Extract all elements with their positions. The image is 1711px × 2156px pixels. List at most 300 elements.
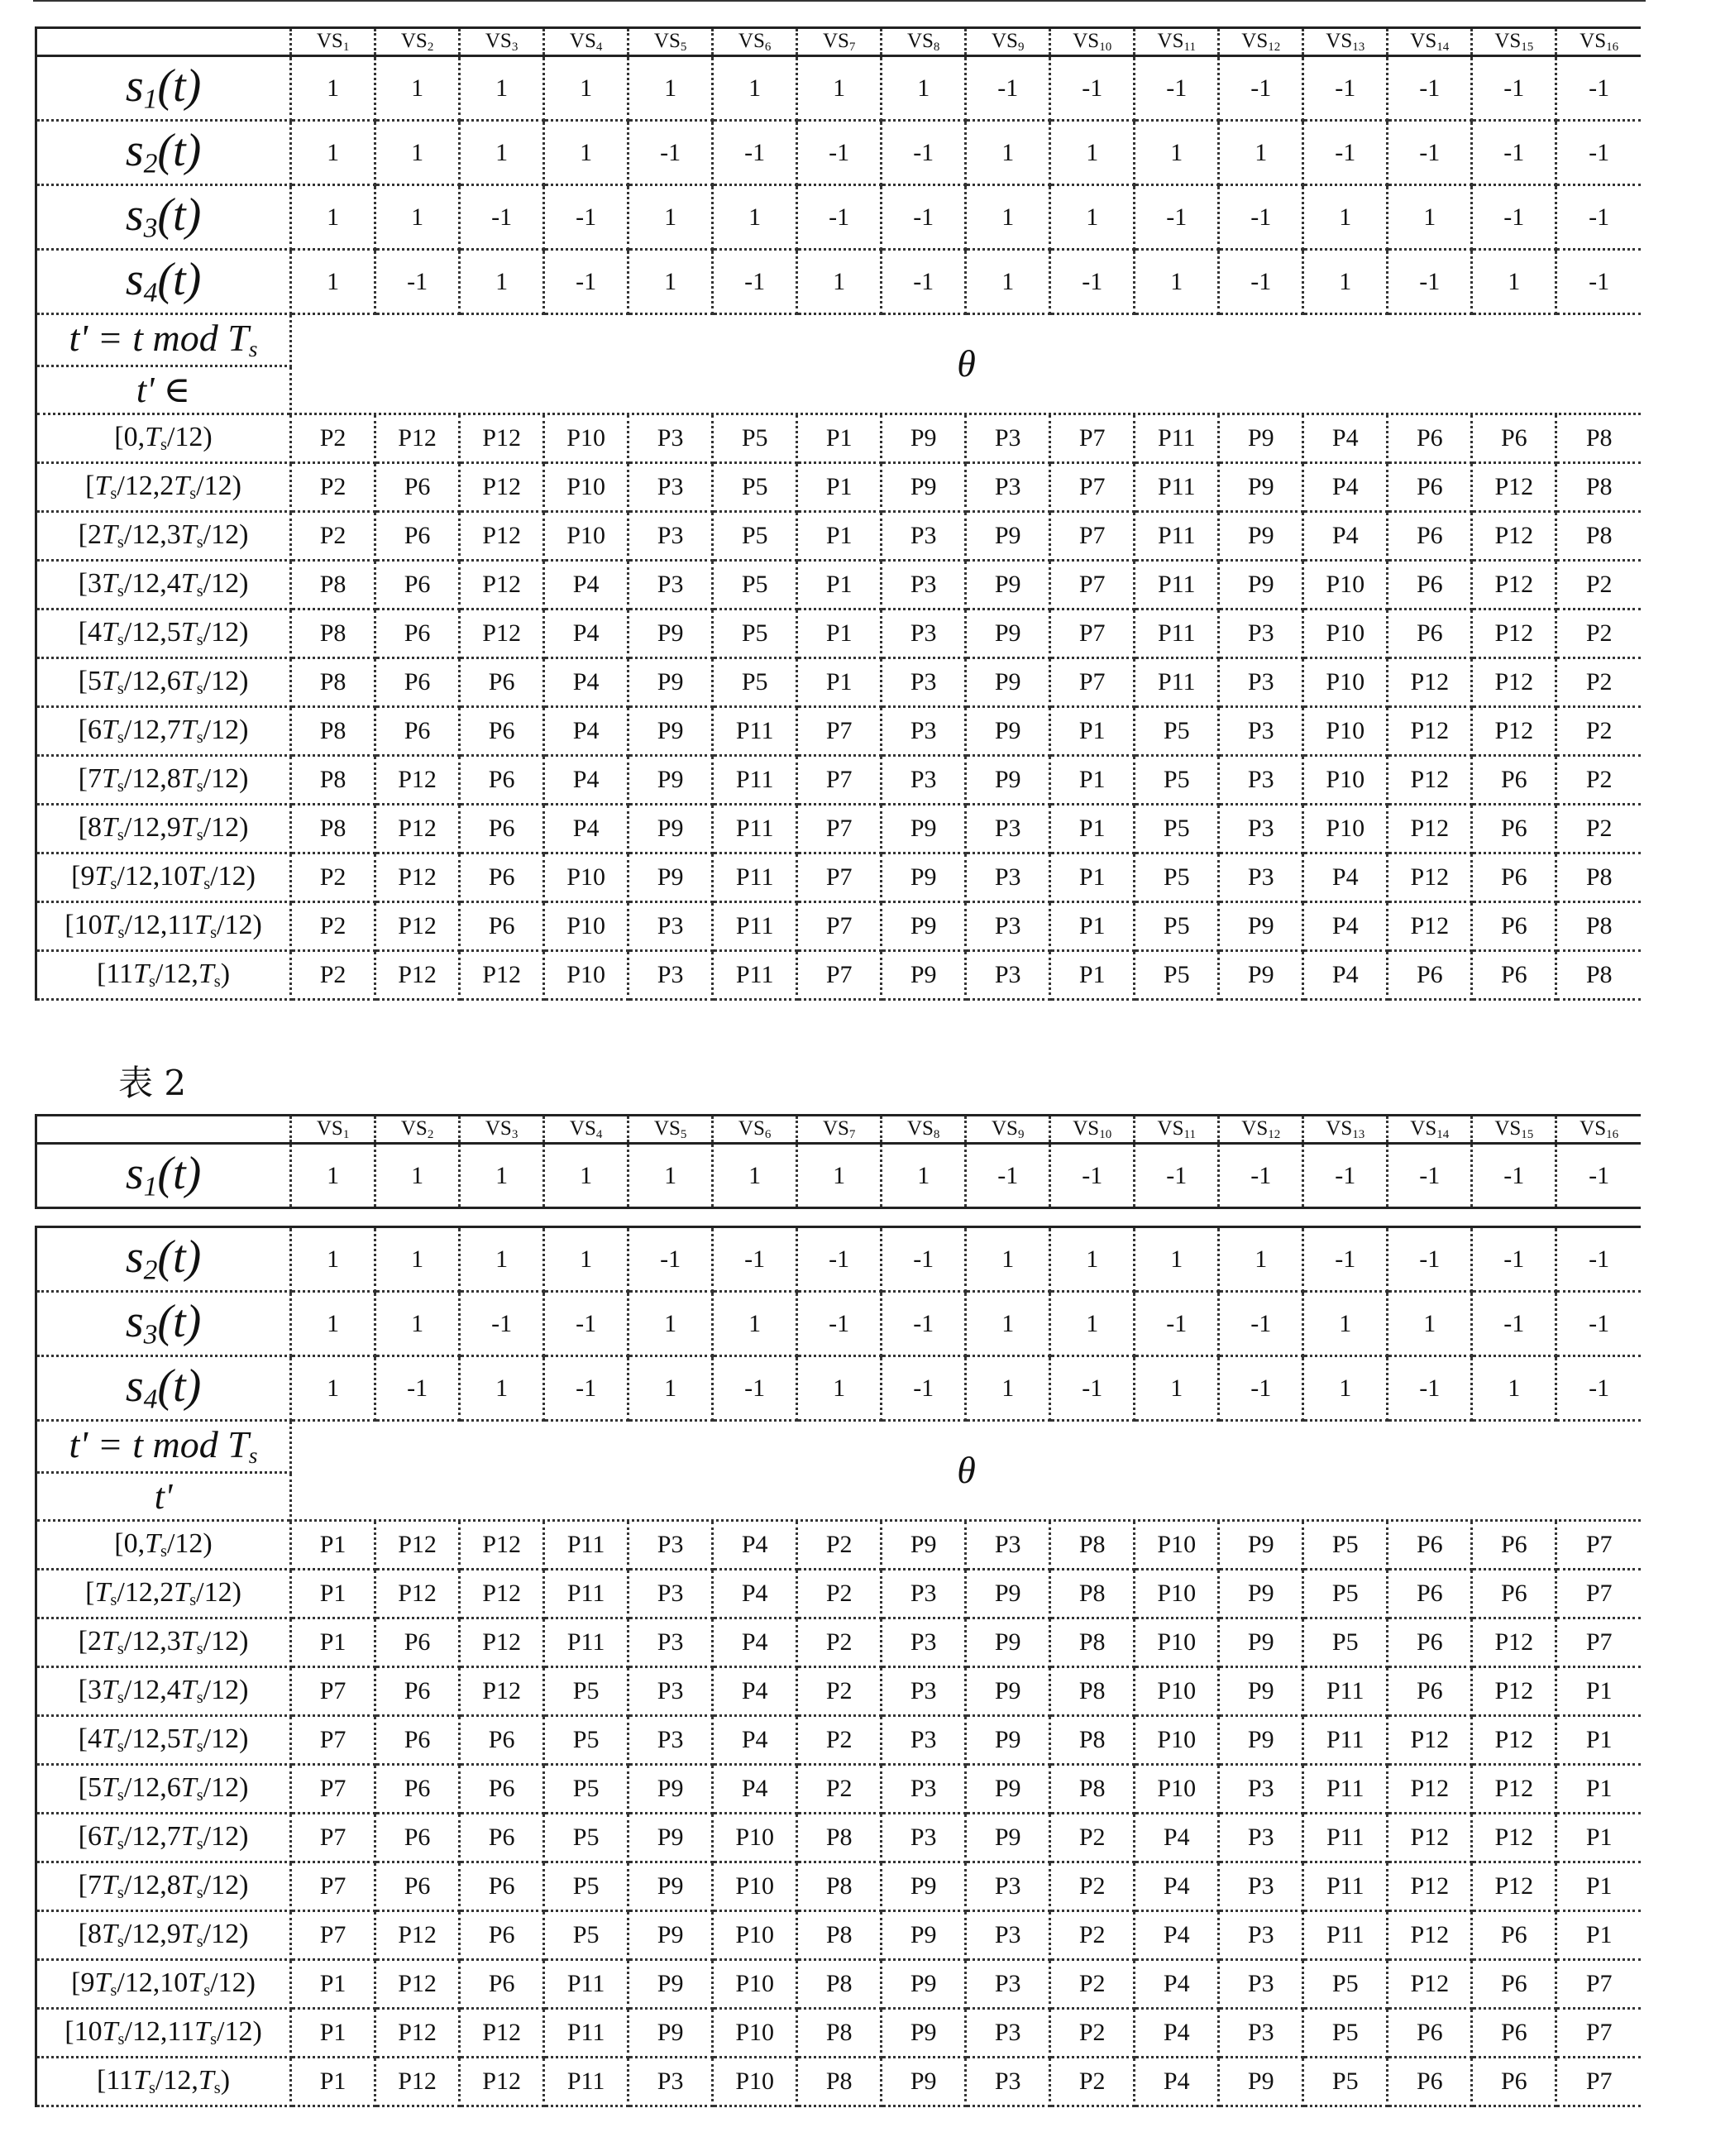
table-cell: P4 bbox=[713, 1716, 797, 1765]
table-cell: P12 bbox=[460, 1667, 544, 1716]
tprime-label: t' ∈ bbox=[36, 366, 291, 414]
table-cell: -1 bbox=[1219, 56, 1303, 121]
table-cell: P2 bbox=[1556, 658, 1641, 707]
table-cell: 1 bbox=[460, 1356, 544, 1421]
table-row bbox=[36, 1570, 1642, 1618]
table-cell: 1 bbox=[291, 1356, 375, 1421]
table-cell: P9 bbox=[1219, 463, 1303, 512]
table-cell: P3 bbox=[628, 561, 713, 610]
table-cell: P1 bbox=[291, 1521, 375, 1570]
table-cell: 1 bbox=[713, 185, 797, 250]
table-cell: P3 bbox=[1219, 1765, 1303, 1814]
table-cell: P6 bbox=[1472, 1570, 1556, 1618]
table-cell: -1 bbox=[1050, 56, 1135, 121]
table-cell: 1 bbox=[544, 121, 628, 185]
table-cell: P5 bbox=[544, 1765, 628, 1814]
table-cell: -1 bbox=[1472, 56, 1556, 121]
table-cell: P12 bbox=[1388, 1765, 1472, 1814]
table-cell: P6 bbox=[1388, 2009, 1472, 2058]
table-cell: P8 bbox=[797, 1862, 882, 1911]
column-header: $VS_2$ bbox=[375, 1116, 460, 1144]
table-cell: -1 bbox=[882, 1356, 966, 1421]
column-header: $VS_3$ bbox=[460, 1116, 544, 1144]
table-cell: P6 bbox=[375, 1765, 460, 1814]
table-cell: -1 bbox=[460, 185, 544, 250]
table-cell: -1 bbox=[1219, 1292, 1303, 1356]
interval-label: $[0,T_s/12)$ bbox=[36, 1521, 291, 1570]
table-cell: P11 bbox=[713, 805, 797, 853]
table-cell: -1 bbox=[1219, 1356, 1303, 1421]
table-cell: P10 bbox=[1135, 1765, 1219, 1814]
table-cell: P11 bbox=[1135, 463, 1219, 512]
table-cell: P8 bbox=[291, 658, 375, 707]
table-cell: P3 bbox=[882, 1667, 966, 1716]
table-cell: P11 bbox=[1135, 414, 1219, 463]
table-cell: P7 bbox=[291, 1765, 375, 1814]
table-cell: P6 bbox=[1472, 1911, 1556, 1960]
column-header: $VS_8$ bbox=[882, 28, 966, 56]
table-cell: P4 bbox=[1135, 2058, 1219, 2106]
header-corner bbox=[36, 1116, 291, 1144]
table-cell: P5 bbox=[1135, 951, 1219, 1000]
table-cell: -1 bbox=[1472, 1144, 1556, 1208]
table-cell: -1 bbox=[966, 1144, 1050, 1208]
table-cell: P9 bbox=[628, 853, 713, 902]
interval-label: $[9T_s/12,10T_s/12)$ bbox=[36, 1960, 291, 2009]
table-cell: P10 bbox=[1303, 561, 1388, 610]
interval-label: $[T_s/12,2T_s/12)$ bbox=[36, 1570, 291, 1618]
table-cell: P9 bbox=[966, 561, 1050, 610]
table-cell: P9 bbox=[882, 414, 966, 463]
table-cell: P6 bbox=[375, 707, 460, 756]
table-cell: P9 bbox=[1219, 902, 1303, 951]
table-cell: -1 bbox=[1472, 185, 1556, 250]
table-cell: P3 bbox=[1219, 1862, 1303, 1911]
table-cell: P3 bbox=[628, 1667, 713, 1716]
table-cell: P2 bbox=[1050, 1862, 1135, 1911]
table-cell: 1 bbox=[797, 1144, 882, 1208]
table-cell: P6 bbox=[460, 1716, 544, 1765]
table-cell: -1 bbox=[882, 250, 966, 314]
table-cell: P3 bbox=[966, 902, 1050, 951]
table-cell: P6 bbox=[460, 805, 544, 853]
table-cell: P10 bbox=[1135, 1521, 1219, 1570]
table-cell: P10 bbox=[1303, 658, 1388, 707]
table-cell: P2 bbox=[797, 1521, 882, 1570]
column-header: $VS_1$ bbox=[291, 28, 375, 56]
column-header: $VS_5$ bbox=[628, 1116, 713, 1144]
table-cell: P3 bbox=[628, 414, 713, 463]
column-header: $VS_1$ bbox=[291, 1116, 375, 1144]
table-cell: -1 bbox=[1219, 1144, 1303, 1208]
table-cell: P6 bbox=[1472, 1521, 1556, 1570]
table-cell: P9 bbox=[628, 1911, 713, 1960]
table-cell: P1 bbox=[1556, 1814, 1641, 1862]
table-cell: -1 bbox=[1472, 1227, 1556, 1292]
table-cell: P2 bbox=[797, 1716, 882, 1765]
table-cell: P9 bbox=[1219, 1618, 1303, 1667]
table-cell: P6 bbox=[1472, 805, 1556, 853]
table-cell: P12 bbox=[1472, 1862, 1556, 1911]
table-cell: P6 bbox=[375, 658, 460, 707]
table-cell: P1 bbox=[797, 414, 882, 463]
table-cell: P9 bbox=[628, 805, 713, 853]
table-cell: P2 bbox=[1556, 756, 1641, 805]
table-cell: P10 bbox=[1303, 756, 1388, 805]
table-cell: P1 bbox=[797, 658, 882, 707]
table-cell: P4 bbox=[713, 1765, 797, 1814]
table-cell: -1 bbox=[882, 1227, 966, 1292]
table-cell: -1 bbox=[628, 1227, 713, 1292]
table-cell: P9 bbox=[628, 610, 713, 658]
table-cell: P11 bbox=[544, 1570, 628, 1618]
table-cell: P8 bbox=[1556, 951, 1641, 1000]
table-cell: P6 bbox=[460, 1765, 544, 1814]
table-cell: P6 bbox=[1388, 2058, 1472, 2106]
table-cell: P8 bbox=[797, 2058, 882, 2106]
column-header: $VS_{13}$ bbox=[1303, 1116, 1388, 1144]
table-cell: P12 bbox=[1472, 1814, 1556, 1862]
table-cell: P5 bbox=[1135, 707, 1219, 756]
table-cell: -1 bbox=[1472, 121, 1556, 185]
row-label: $s_1(t)$ bbox=[36, 1144, 291, 1208]
tprime-label: t' bbox=[36, 1473, 291, 1521]
theta-header: θ bbox=[291, 1421, 1641, 1521]
table-cell: 1 bbox=[797, 56, 882, 121]
row-label: $s_1(t)$ bbox=[36, 56, 291, 121]
interval-label: $[9T_s/12,10T_s/12)$ bbox=[36, 853, 291, 902]
table-cell: 1 bbox=[1135, 121, 1219, 185]
table-cell: P4 bbox=[544, 707, 628, 756]
table-cell: 1 bbox=[966, 185, 1050, 250]
row-label: $s_4(t)$ bbox=[36, 1356, 291, 1421]
table-row bbox=[36, 185, 1642, 250]
table-cell: P1 bbox=[291, 1570, 375, 1618]
table-cell: P3 bbox=[882, 1716, 966, 1765]
table-cell: P6 bbox=[460, 707, 544, 756]
table-cell: P10 bbox=[1135, 1570, 1219, 1618]
interval-label: $[2T_s/12,3T_s/12)$ bbox=[36, 512, 291, 561]
table-cell: P3 bbox=[882, 561, 966, 610]
header-corner bbox=[36, 28, 291, 56]
table-cell: 1 bbox=[291, 250, 375, 314]
table-cell: 1 bbox=[713, 1292, 797, 1356]
table-row bbox=[36, 1227, 1642, 1292]
table-cell: P10 bbox=[1303, 610, 1388, 658]
column-header: $VS_{10}$ bbox=[1050, 1116, 1135, 1144]
table-cell: -1 bbox=[1135, 185, 1219, 250]
table-cell: P3 bbox=[628, 463, 713, 512]
column-header: $VS_7$ bbox=[797, 28, 882, 56]
table-cell: P8 bbox=[797, 1814, 882, 1862]
table-cell: P6 bbox=[460, 756, 544, 805]
table-cell: P4 bbox=[1135, 1862, 1219, 1911]
table-cell: P10 bbox=[713, 2058, 797, 2106]
table-cell: P1 bbox=[291, 1618, 375, 1667]
table-cell: P6 bbox=[1388, 1667, 1472, 1716]
table-cell: 1 bbox=[1388, 185, 1472, 250]
table-cell: P12 bbox=[1472, 658, 1556, 707]
table-cell: 1 bbox=[1050, 1227, 1135, 1292]
table-cell: P5 bbox=[1135, 902, 1219, 951]
table-cell: P3 bbox=[628, 951, 713, 1000]
table-cell: -1 bbox=[1388, 56, 1472, 121]
table-cell: 1 bbox=[1472, 250, 1556, 314]
table-cell: P6 bbox=[375, 512, 460, 561]
table-cell: P12 bbox=[375, 1911, 460, 1960]
table-cell: -1 bbox=[544, 250, 628, 314]
column-header: $VS_{16}$ bbox=[1556, 28, 1641, 56]
table-cell: P12 bbox=[1472, 1716, 1556, 1765]
table-cell: P12 bbox=[460, 1570, 544, 1618]
table-cell: P3 bbox=[966, 414, 1050, 463]
table-cell: P6 bbox=[1388, 561, 1472, 610]
table-cell: 1 bbox=[1050, 1292, 1135, 1356]
table-row bbox=[36, 463, 1642, 512]
table-cell: P8 bbox=[1050, 1667, 1135, 1716]
table-cell: P6 bbox=[1388, 1521, 1472, 1570]
table-cell: -1 bbox=[1472, 1292, 1556, 1356]
table-cell: P9 bbox=[628, 2009, 713, 2058]
table-cell: -1 bbox=[1388, 1356, 1472, 1421]
column-header: $VS_{15}$ bbox=[1472, 28, 1556, 56]
table-cell: 1 bbox=[375, 185, 460, 250]
table-cell: P10 bbox=[713, 1911, 797, 1960]
table-cell: -1 bbox=[1219, 185, 1303, 250]
table-cell: P4 bbox=[713, 1521, 797, 1570]
table-cell: -1 bbox=[544, 185, 628, 250]
table-row bbox=[36, 2058, 1642, 2106]
column-header: $VS_2$ bbox=[375, 28, 460, 56]
table-cell: P6 bbox=[1472, 902, 1556, 951]
table-cell: P3 bbox=[1219, 853, 1303, 902]
table-cell: P1 bbox=[291, 2009, 375, 2058]
column-header: $VS_6$ bbox=[713, 1116, 797, 1144]
table-cell: P12 bbox=[375, 2009, 460, 2058]
table-cell: 1 bbox=[797, 1356, 882, 1421]
table-cell: P3 bbox=[882, 1618, 966, 1667]
column-header: $VS_{10}$ bbox=[1050, 28, 1135, 56]
table-cell: P12 bbox=[1472, 561, 1556, 610]
table-cell: P9 bbox=[882, 1862, 966, 1911]
table-cell: P12 bbox=[1388, 853, 1472, 902]
table-cell: P7 bbox=[1556, 2058, 1641, 2106]
table-cell: P4 bbox=[544, 610, 628, 658]
table-cell: P8 bbox=[1050, 1765, 1135, 1814]
table-cell: 1 bbox=[713, 56, 797, 121]
table-cell: P3 bbox=[966, 1911, 1050, 1960]
column-header: $VS_{14}$ bbox=[1388, 1116, 1472, 1144]
table-cell: P9 bbox=[1219, 414, 1303, 463]
table-cell: P6 bbox=[375, 1667, 460, 1716]
table-cell: P3 bbox=[628, 1521, 713, 1570]
table-cell: -1 bbox=[1388, 1227, 1472, 1292]
table-cell: P5 bbox=[1303, 1618, 1388, 1667]
table-cell: P3 bbox=[1219, 1911, 1303, 1960]
table-cell: 1 bbox=[628, 250, 713, 314]
table-cell: 1 bbox=[291, 1292, 375, 1356]
mod-label: t' = t mod $T_s$ bbox=[36, 314, 291, 366]
table-cell: P3 bbox=[882, 707, 966, 756]
table-cell: P9 bbox=[1219, 2058, 1303, 2106]
top-rule bbox=[33, 0, 1646, 2]
table-cell: P10 bbox=[1135, 1716, 1219, 1765]
table-cell: P7 bbox=[797, 707, 882, 756]
table-row bbox=[36, 707, 1642, 756]
column-header: $VS_{13}$ bbox=[1303, 28, 1388, 56]
table-cell: P7 bbox=[291, 1716, 375, 1765]
table-cell: P3 bbox=[1219, 756, 1303, 805]
table-cell: P2 bbox=[1050, 2058, 1135, 2106]
table-cell: P5 bbox=[713, 561, 797, 610]
table-cell: P10 bbox=[1135, 1667, 1219, 1716]
table-cell: P11 bbox=[713, 951, 797, 1000]
table-cell: P2 bbox=[1050, 1911, 1135, 1960]
table-cell: P5 bbox=[713, 463, 797, 512]
row-label: $s_3(t)$ bbox=[36, 1292, 291, 1356]
table-row bbox=[36, 250, 1642, 314]
table-caption: 表 2 bbox=[118, 1063, 187, 1103]
table-cell: 1 bbox=[882, 56, 966, 121]
table-cell: P1 bbox=[1556, 1765, 1641, 1814]
table-cell: P12 bbox=[375, 756, 460, 805]
table-cell: 1 bbox=[1050, 121, 1135, 185]
table-cell: P12 bbox=[1388, 1911, 1472, 1960]
table-cell: 1 bbox=[375, 121, 460, 185]
table-cell: P6 bbox=[375, 561, 460, 610]
table-cell: P8 bbox=[797, 2009, 882, 2058]
table-cell: P3 bbox=[882, 512, 966, 561]
table-cell: P12 bbox=[375, 1521, 460, 1570]
table-row bbox=[36, 902, 1642, 951]
table-cell: P9 bbox=[628, 1960, 713, 2009]
table-cell: P3 bbox=[1219, 658, 1303, 707]
theta-header: θ bbox=[291, 314, 1641, 414]
table-cell: -1 bbox=[1556, 1356, 1641, 1421]
table-cell: P9 bbox=[966, 1716, 1050, 1765]
table-cell: P10 bbox=[713, 1814, 797, 1862]
table-row bbox=[36, 1960, 1642, 2009]
table-cell: P6 bbox=[375, 1618, 460, 1667]
table-cell: P8 bbox=[291, 756, 375, 805]
table-cell: P4 bbox=[713, 1667, 797, 1716]
table-cell: P11 bbox=[544, 1960, 628, 2009]
table-cell: P8 bbox=[1556, 463, 1641, 512]
table-cell: P6 bbox=[1472, 2058, 1556, 2106]
table-cell: P9 bbox=[882, 463, 966, 512]
table-cell: P12 bbox=[375, 902, 460, 951]
table-cell: -1 bbox=[713, 250, 797, 314]
table-cell: P3 bbox=[628, 1716, 713, 1765]
table-cell: -1 bbox=[1050, 1144, 1135, 1208]
table-row bbox=[36, 805, 1642, 853]
table-cell: 1 bbox=[460, 250, 544, 314]
interval-label: $[4T_s/12,5T_s/12)$ bbox=[36, 1716, 291, 1765]
table-cell: P3 bbox=[1219, 610, 1303, 658]
interval-label: $[5T_s/12,6T_s/12)$ bbox=[36, 1765, 291, 1814]
table-row bbox=[36, 1521, 1642, 1570]
interval-label: $[4T_s/12,5T_s/12)$ bbox=[36, 610, 291, 658]
table-cell: -1 bbox=[1050, 250, 1135, 314]
table-cell: P9 bbox=[966, 707, 1050, 756]
interval-label: $[10T_s/12,11T_s/12)$ bbox=[36, 2009, 291, 2058]
table-cell: P4 bbox=[544, 805, 628, 853]
table-cell: P9 bbox=[882, 1911, 966, 1960]
mod-label: t' = t mod $T_s$ bbox=[36, 1421, 291, 1473]
table-cell: 1 bbox=[966, 250, 1050, 314]
table-cell: P5 bbox=[713, 512, 797, 561]
table-cell: P2 bbox=[797, 1765, 882, 1814]
table-cell: P5 bbox=[1135, 756, 1219, 805]
table-cell: -1 bbox=[375, 250, 460, 314]
table-cell: P11 bbox=[1303, 1911, 1388, 1960]
table-cell: 1 bbox=[291, 1227, 375, 1292]
table-cell: P12 bbox=[1388, 1862, 1472, 1911]
table-row bbox=[36, 2009, 1642, 2058]
table-cell: P7 bbox=[1050, 512, 1135, 561]
table-cell: P3 bbox=[882, 610, 966, 658]
table-cell: P3 bbox=[628, 2058, 713, 2106]
table-cell: -1 bbox=[882, 1292, 966, 1356]
interval-label: $[6T_s/12,7T_s/12)$ bbox=[36, 707, 291, 756]
table-2 bbox=[35, 1114, 1641, 2107]
table-row bbox=[36, 1911, 1642, 1960]
table-cell: P9 bbox=[1219, 512, 1303, 561]
row-label: $s_2(t)$ bbox=[36, 1227, 291, 1292]
table-cell: P4 bbox=[1303, 414, 1388, 463]
table-row bbox=[36, 1814, 1642, 1862]
table-cell: -1 bbox=[1556, 1227, 1641, 1292]
table-cell: P7 bbox=[1556, 1960, 1641, 2009]
table-cell: P2 bbox=[291, 902, 375, 951]
table-cell: P2 bbox=[797, 1570, 882, 1618]
table-cell: P11 bbox=[713, 902, 797, 951]
table-cell: -1 bbox=[1388, 121, 1472, 185]
table-cell: 1 bbox=[1219, 1227, 1303, 1292]
table-cell: 1 bbox=[460, 121, 544, 185]
interval-label: $[T_s/12,2T_s/12)$ bbox=[36, 463, 291, 512]
table-cell: P11 bbox=[544, 2058, 628, 2106]
table-cell: -1 bbox=[713, 121, 797, 185]
table-cell: 1 bbox=[460, 56, 544, 121]
table-cell: P10 bbox=[713, 1960, 797, 2009]
table-cell: P7 bbox=[797, 853, 882, 902]
table-cell: P3 bbox=[1219, 2009, 1303, 2058]
table-cell: P1 bbox=[797, 512, 882, 561]
table-cell: 1 bbox=[291, 185, 375, 250]
table-cell: P3 bbox=[882, 658, 966, 707]
column-header: $VS_6$ bbox=[713, 28, 797, 56]
table-cell: P5 bbox=[713, 610, 797, 658]
table-cell: P6 bbox=[1472, 756, 1556, 805]
table-cell: 1 bbox=[966, 1292, 1050, 1356]
table-cell: 1 bbox=[291, 1144, 375, 1208]
table-row bbox=[36, 1292, 1642, 1356]
table-cell: P3 bbox=[1219, 805, 1303, 853]
table-cell: P12 bbox=[375, 951, 460, 1000]
table-cell: P2 bbox=[291, 853, 375, 902]
table-cell: 1 bbox=[797, 250, 882, 314]
column-header: $VS_4$ bbox=[544, 1116, 628, 1144]
table-cell: P9 bbox=[882, 951, 966, 1000]
table-cell: P8 bbox=[291, 805, 375, 853]
table-cell: P6 bbox=[1388, 951, 1472, 1000]
table-cell: P1 bbox=[1050, 951, 1135, 1000]
column-header: $VS_{12}$ bbox=[1219, 28, 1303, 56]
column-header: $VS_5$ bbox=[628, 28, 713, 56]
table-cell: P10 bbox=[1303, 707, 1388, 756]
table-cell: P12 bbox=[460, 951, 544, 1000]
